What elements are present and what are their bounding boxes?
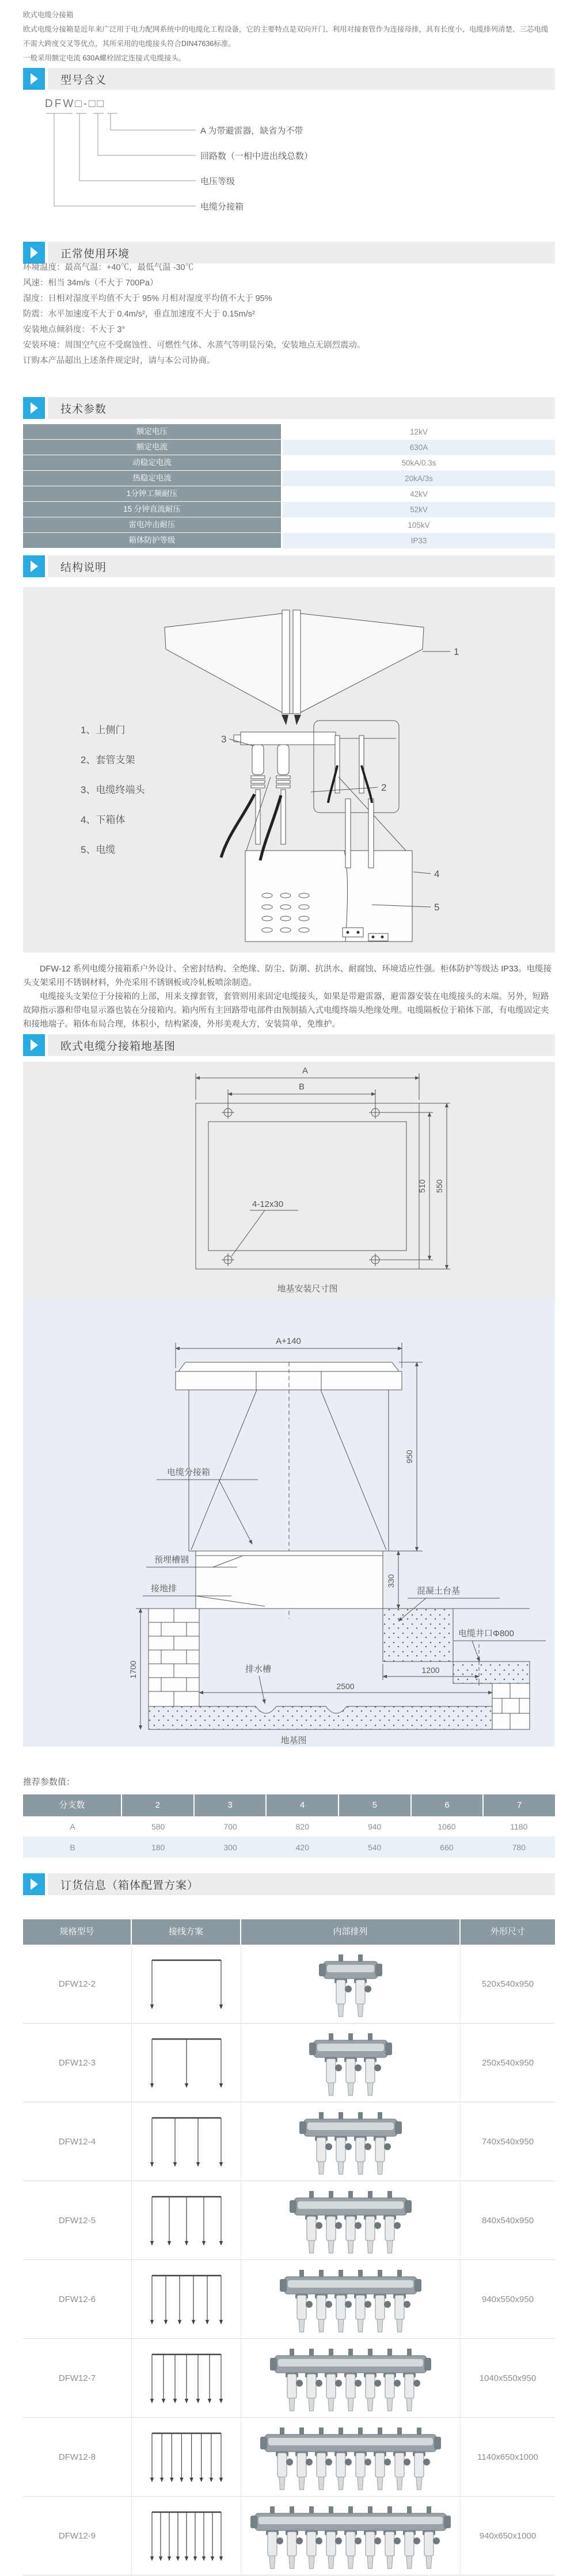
tech-param-value: 52kV [283,502,555,517]
environment-text [23,260,555,369]
section-title: 技术参数 [60,403,107,416]
structure-legend-item: 5、电缆 [81,844,116,855]
recommend-data-cell: 700 [223,1822,237,1831]
section-arrow-icon [23,555,45,577]
overall-dimensions: 840x540x950 [481,2215,534,2226]
internal-arrangement-cell [241,2102,461,2181]
dim-550-label: 550 [435,1179,444,1193]
structure-legend-item: 1、上侧门 [81,725,126,736]
dimension-cell [461,2102,555,2181]
dim-b-label: B [298,1082,305,1092]
overall-dimensions: 520x540x950 [481,1979,534,1989]
product-photo-icon [287,2184,414,2257]
recommend-data-cell: 660 [440,1843,454,1852]
section-title: 正常使用环境 [60,247,130,260]
section-arrow-icon [23,1034,45,1056]
recommend-data-cell: 180 [151,1843,165,1852]
foundation-elevation-diagram [23,1299,555,1747]
label-channel: 预埋槽钢 [154,1555,189,1565]
wiring-scheme-cell [132,2497,241,2575]
recommend-header-cell: 7 [484,1794,555,1816]
series-description [23,962,555,1031]
structure-legend-item: 4、下箱体 [81,814,126,825]
dim-1200-label: 1200 [421,1666,440,1675]
section-header-structure [23,555,555,577]
model-label: 电缆分接箱 [200,202,244,212]
model-number: DFW12-2 [58,1979,96,1989]
tech-table-row [23,486,555,502]
ordering-header-cell: 规格型号 [23,1919,132,1945]
page-title: 欧式电缆分接箱 [23,11,74,19]
tech-param-value: 20kA/3s [283,471,555,486]
ordering-row [23,2102,555,2181]
dimension-cell [461,2181,555,2259]
environment-line: 防震：水平加速度不大于 0.4m/s²，垂直加速度不大于 0.15m/s² [23,310,255,319]
dimension-cell [461,2260,555,2338]
intro-paragraph-2: 一般采用额定电流 630A螺栓固定连接式电缆接头。 [23,54,186,62]
wiring-scheme-icon [138,2346,235,2410]
tech-param-label: 雷电冲击耐压 [23,517,281,533]
intro-section [23,8,555,66]
environment-line: 安装地点倾斜度：不大于 3° [23,325,126,334]
recommend-header-cell: 4 [267,1794,339,1816]
ordering-header-cell: 外形尺寸 [461,1919,555,1945]
recommend-data-cell: B [70,1843,75,1852]
wiring-scheme-cell [132,1945,241,2023]
description-paragraph: 电缆接头支架位于分接箱的上部，用来支撑套管，套管则用来固定电缆接头，如果是带避雷器，避雷器安装在电缆接头的末端。另外，短路故障指示器和带电显示器也装在分接箱内。箱内所有主回路带电部件由预制插入式电缆终端头绝缘处理。电缆隔板位于箱体下部，有电缆固定夹和接地端子。箱体布局合理，体积小，结构紧凑，外形美观大方，安装简单，免维护。 [23,992,549,1029]
wiring-scheme-cell [132,2102,241,2181]
ordering-model-cell [23,2497,132,2575]
ordering-row [23,2260,555,2339]
ordering-model-cell [23,2181,132,2259]
hole-note: 4-12x30 [252,1199,284,1209]
wiring-scheme-icon [138,2109,235,2174]
tech-table-row [23,517,555,533]
section-bar [48,68,555,90]
environment-line: 订购本产品超出上述条件规定时，请与本公司协商。 [23,356,215,365]
recommend-header-cell: 2 [122,1794,195,1816]
model-number: DFW12-9 [58,2531,96,2541]
product-photo-icon [307,2026,394,2099]
label-drain: 排水槽 [245,1664,272,1674]
recommend-header-row [23,1794,555,1816]
model-label: A 为带避雷器，缺省为不带 [200,126,303,136]
wiring-scheme-icon [138,2030,235,2095]
section-header-foundation [23,1034,555,1056]
structure-diagram [23,587,555,952]
overall-dimensions: 1040x550x950 [479,2373,537,2383]
wiring-scheme-cell [132,2181,241,2259]
product-photo-icon [277,2263,424,2335]
label-box: 电缆分接箱 [167,1468,211,1477]
model-number: DFW12-8 [58,2452,96,2462]
ordering-model-cell [23,2260,132,2338]
tech-table-row [23,440,555,455]
recommend-header-cell: 5 [339,1794,412,1816]
recommend-data-cell: 1060 [438,1822,456,1831]
ordering-model-cell [23,2418,132,2496]
tech-table-row [23,471,555,486]
ordering-row [23,2181,555,2260]
section-header-tech [23,397,555,419]
dim-330-label: 330 [386,1574,396,1588]
tech-param-value: IP33 [283,533,555,548]
tech-param-label: 热稳定电流 [23,471,281,486]
recommend-data-cell: 540 [367,1843,382,1852]
section-title: 订货信息（箱体配置方案） [60,1879,199,1892]
label-ground: 接地排 [151,1584,177,1594]
structure-panel [23,587,555,952]
wiring-scheme-cell [132,2418,241,2496]
ordering-row [23,1945,555,2024]
dim-510-label: 510 [417,1179,427,1193]
callout-number: 5 [434,902,440,913]
dimension-cell [461,2339,555,2417]
dim-950-label: 950 [405,1450,414,1464]
product-photo-icon [297,2105,404,2178]
dimension-cell [461,1945,555,2023]
plan-caption: 地基安装尺寸图 [277,1284,338,1294]
internal-arrangement-cell [241,2497,461,2575]
product-photo-icon [258,2421,443,2493]
product-photo-icon [248,2499,453,2572]
wiring-scheme-icon [138,2425,235,2489]
wiring-scheme-icon [138,2188,235,2253]
section-title: 型号含义 [60,74,107,86]
recommend-data-cell: 940 [367,1822,382,1831]
tech-table-row [23,424,555,440]
structure-legend-item: 2、套管支架 [81,754,135,765]
model-meaning-diagram [23,92,426,233]
environment-line: 环境温度：最高气温：+40℃，最低气温 -30℃ [23,263,194,272]
recommend-data-cell: A [70,1822,75,1831]
ordering-model-cell [23,1945,132,2023]
overall-dimensions: 1140x650x1000 [477,2452,538,2462]
dim-top-label: A+140 [276,1336,301,1346]
section-arrow-icon [23,397,45,419]
recommend-header-cell: 分支数 [23,1794,122,1816]
callout-number: 2 [381,782,387,793]
wiring-scheme-icon [138,1952,235,2016]
recommend-data-cell: 780 [512,1843,526,1852]
internal-arrangement-cell [241,2181,461,2259]
recommend-data-cell: 820 [295,1822,309,1831]
internal-arrangement-cell [241,2339,461,2417]
ordering-model-cell [23,2339,132,2417]
tech-param-label: 额定电压 [23,424,281,440]
overall-dimensions: 740x540x950 [481,2136,534,2147]
recommend-data-cell: 300 [223,1843,237,1852]
tech-param-value: 12kV [283,424,555,440]
model-label: 电压等级 [200,177,235,186]
dim-a-label: A [302,1066,309,1076]
dimension-cell [461,2418,555,2496]
foundation-plan-panel [23,1062,555,1299]
environment-line: 安装环境：周围空气应不受腐蚀性、可燃性气体、水蒸气等明显污染，安装地点无剧烈震动。 [23,341,366,350]
ordering-row [23,2339,555,2418]
ordering-header-cell: 接线方案 [132,1919,241,1945]
model-number: DFW12-3 [58,2057,96,2068]
internal-arrangement-cell [241,1945,461,2023]
ordering-table [23,1919,555,2575]
section-title: 欧式电缆分接箱地基图 [60,1040,176,1053]
recommend-header-cell: 3 [195,1794,267,1816]
wiring-scheme-cell [132,2339,241,2417]
wiring-scheme-cell [132,2024,241,2102]
elevation-caption: 地基图 [280,1736,307,1746]
section-bar [48,397,555,419]
callout-number: 3 [221,734,227,745]
internal-arrangement-cell [241,2024,461,2102]
section-bar [48,1873,555,1895]
section-bar [48,555,555,577]
description-paragraph: DFW-12 系列电缆分接箱系户外设计、全密封结构、全绝缘、防尘、防潮、抗洪水、耐腐蚀、环境适应性强。柜体防护等级达 IP33。电缆接头支架采用不锈钢材料，外壳采用不锈钢板或冷轧板喷涂制造。 [23,965,552,988]
foundation-plan-diagram [23,1062,555,1299]
internal-arrangement-cell [241,2418,461,2496]
environment-line: 风速：相当 34m/s（不大于 700Pa） [23,279,158,288]
ordering-row [23,2418,555,2497]
internal-arrangement-cell [241,2260,461,2338]
tech-param-label: 额定电流 [23,440,281,455]
tech-table-row [23,533,555,548]
recommend-data-row [23,1837,555,1858]
section-header-model [23,68,555,90]
wiring-scheme-cell [132,2260,241,2338]
tech-parameters-table [23,424,555,548]
intro-paragraph: 欧式电缆分接箱是近年来广泛用于电力配网系统中的电缆化工程设备，它的主要特点是双向开门、利用对接套管作为连接母排，具有长度小、电缆排列清楚、三芯电缆不需大跨度交叉等优点，其所采用的电缆接头符合DIN47636标准。 [23,25,549,48]
dimension-cell [461,2024,555,2102]
dim-1700-label: 1700 [128,1660,138,1679]
recommend-data-row [23,1816,555,1837]
overall-dimensions: 940x550x950 [481,2294,534,2304]
model-label: 回路数（一相中进出线总数） [200,151,313,161]
model-code: DFW□-□□ [45,98,106,110]
ordering-model-cell [23,2102,132,2181]
tech-table-row [23,502,555,517]
section-bar [48,1034,555,1056]
tech-param-value: 630A [283,440,555,455]
foundation-elevation-panel [23,1299,555,1747]
overall-dimensions: 940x650x1000 [479,2531,537,2541]
recommend-data-cell: 1180 [510,1822,528,1831]
ordering-header-row [23,1919,555,1945]
ordering-row [23,2024,555,2102]
model-number: DFW12-4 [58,2136,96,2147]
dimension-cell [461,2497,555,2575]
label-well: 电缆井口Φ800 [458,1629,514,1638]
tech-param-value: 105kV [283,517,555,533]
model-number: DFW12-7 [58,2373,96,2383]
wiring-scheme-icon [138,2503,235,2568]
tech-table-row [23,455,555,471]
recommend-table [23,1794,555,1858]
ordering-row [23,2497,555,2575]
section-title: 结构说明 [60,561,107,574]
product-photo-icon [317,1948,385,2020]
recommend-data-cell: 580 [151,1822,165,1831]
ordering-header-cell: 内部排列 [241,1919,461,1945]
tech-param-label: 1分钟工频耐压 [23,486,281,502]
recommend-title: 推荐参数值： [23,1777,75,1787]
label-concrete: 混凝土台基 [417,1586,461,1596]
section-arrow-icon [23,68,45,90]
tech-param-label: 动稳定电流 [23,455,281,471]
callout-number: 1 [454,646,459,657]
callout-number: 4 [434,868,440,879]
section-header-ordering [23,1873,555,1895]
tech-param-label: 15 分钟直流耐压 [23,502,281,517]
tech-param-label: 箱体防护等级 [23,533,281,548]
tech-param-value: 42kV [283,486,555,502]
overall-dimensions: 250x540x950 [481,2057,534,2068]
model-number: DFW12-6 [58,2294,96,2304]
environment-line: 湿度：日相对湿度平均值不大于 95% 月相对湿度平均值不大于 95% [23,294,272,303]
dim-2500-label: 2500 [336,1682,355,1691]
wiring-scheme-icon [138,2267,235,2331]
recommend-data-cell: 420 [295,1843,309,1852]
tech-param-value: 50kA/0.3s [283,455,555,471]
product-photo-icon [268,2342,434,2414]
ordering-model-cell [23,2024,132,2102]
model-number: DFW12-5 [58,2215,96,2226]
structure-legend-item: 3、电缆终端头 [81,784,145,795]
section-arrow-icon [23,1873,45,1895]
recommend-header-cell: 6 [412,1794,484,1816]
